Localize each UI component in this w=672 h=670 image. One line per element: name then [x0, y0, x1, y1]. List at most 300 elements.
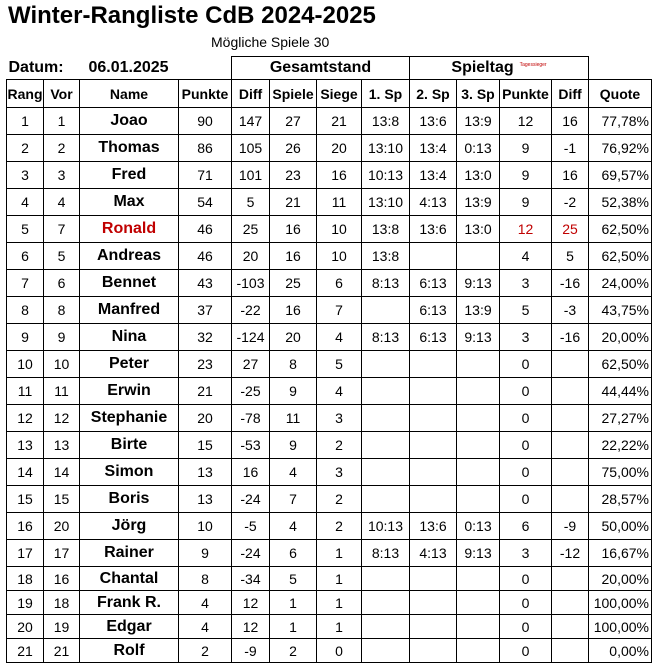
tagessieger-note: Tagessieger [519, 61, 547, 68]
cell-quote: 22,22% [589, 432, 652, 459]
cell-sp2: 13:6 [410, 108, 457, 135]
column-header-name: Name [80, 80, 179, 108]
cell-spiele: 23 [270, 162, 317, 189]
cell-sp3 [457, 459, 500, 486]
column-header-sp2: 2. Sp [410, 80, 457, 108]
cell-sp2 [410, 615, 457, 639]
cell-spiele: 8 [270, 351, 317, 378]
cell-tag-diff [552, 405, 589, 432]
cell-siege: 2 [317, 486, 362, 513]
cell-name: Bennet [80, 270, 179, 297]
cell-tag-diff: -16 [552, 270, 589, 297]
cell-sp3: 9:13 [457, 324, 500, 351]
cell-sp3 [457, 486, 500, 513]
cell-quote: 27,27% [589, 405, 652, 432]
cell-spiele: 2 [270, 639, 317, 663]
spieltag-label: Spieltag [451, 59, 514, 76]
cell-vor: 9 [44, 324, 80, 351]
cell-tag-punkte: 0 [500, 615, 552, 639]
cell-rang: 14 [7, 459, 44, 486]
cell-diff: -5 [232, 513, 270, 540]
cell-diff: 101 [232, 162, 270, 189]
cell-tag-punkte: 6 [500, 513, 552, 540]
cell-quote: 100,00% [589, 615, 652, 639]
cell-rang: 21 [7, 639, 44, 663]
table-row [7, 270, 652, 297]
cell-sp1 [362, 351, 410, 378]
cell-tag-punkte: 0 [500, 432, 552, 459]
cell-vor: 19 [44, 615, 80, 639]
ranking-body [7, 108, 652, 663]
cell-sp2 [410, 243, 457, 270]
cell-quote: 20,00% [589, 567, 652, 591]
table-row [7, 405, 652, 432]
cell-siege: 3 [317, 405, 362, 432]
cell-punkte: 10 [179, 513, 232, 540]
table-row [7, 324, 652, 351]
cell-tag-punkte: 0 [500, 351, 552, 378]
cell-vor: 17 [44, 540, 80, 567]
cell-quote: 62,50% [589, 351, 652, 378]
cell-name: Chantal [80, 567, 179, 591]
cell-tag-diff [552, 378, 589, 405]
cell-tag-diff [552, 639, 589, 663]
cell-sp2 [410, 639, 457, 663]
cell-vor: 10 [44, 351, 80, 378]
cell-rang: 6 [7, 243, 44, 270]
page-subtitle: Mögliche Spiele 30 [211, 34, 330, 50]
table-row [7, 189, 652, 216]
cell-rang: 17 [7, 540, 44, 567]
page-title: Winter-Rangliste CdB 2024-2025 [8, 2, 376, 29]
cell-vor: 16 [44, 567, 80, 591]
cell-rang: 9 [7, 324, 44, 351]
cell-rang: 10 [7, 351, 44, 378]
cell-diff: -103 [232, 270, 270, 297]
cell-diff: -25 [232, 378, 270, 405]
cell-name: Joao [80, 108, 179, 135]
cell-punkte: 23 [179, 351, 232, 378]
table-row [7, 162, 652, 189]
cell-spiele: 7 [270, 486, 317, 513]
cell-tag-diff [552, 486, 589, 513]
cell-sp3: 9:13 [457, 540, 500, 567]
cell-vor: 13 [44, 432, 80, 459]
cell-spiele: 26 [270, 135, 317, 162]
column-header-punkte: Punkte [179, 80, 232, 108]
cell-tag-diff: -2 [552, 189, 589, 216]
cell-siege: 1 [317, 591, 362, 615]
cell-rang: 18 [7, 567, 44, 591]
cell-punkte: 46 [179, 216, 232, 243]
cell-quote: 62,50% [589, 216, 652, 243]
cell-sp2: 4:13 [410, 189, 457, 216]
cell-tag-diff: -16 [552, 324, 589, 351]
cell-name: Ronald [80, 216, 179, 243]
cell-tag-diff: -1 [552, 135, 589, 162]
cell-diff: -9 [232, 639, 270, 663]
cell-tag-diff [552, 459, 589, 486]
table-row [7, 135, 652, 162]
cell-sp3: 13:0 [457, 216, 500, 243]
cell-name: Boris [80, 486, 179, 513]
cell-sp3 [457, 351, 500, 378]
cell-diff: 12 [232, 591, 270, 615]
cell-sp3: 13:0 [457, 162, 500, 189]
cell-name: Simon [80, 459, 179, 486]
cell-tag-punkte: 0 [500, 378, 552, 405]
cell-tag-punkte: 9 [500, 135, 552, 162]
cell-vor: 6 [44, 270, 80, 297]
column-header-quote: Quote [589, 80, 652, 108]
cell-sp1 [362, 639, 410, 663]
cell-diff: -78 [232, 405, 270, 432]
cell-name: Fred [80, 162, 179, 189]
cell-rang: 15 [7, 486, 44, 513]
cell-vor: 1 [44, 108, 80, 135]
ranking-table [6, 56, 652, 663]
cell-spiele: 9 [270, 432, 317, 459]
cell-name: Andreas [80, 243, 179, 270]
cell-spiele: 1 [270, 591, 317, 615]
cell-siege: 2 [317, 513, 362, 540]
cell-siege: 20 [317, 135, 362, 162]
cell-quote: 16,67% [589, 540, 652, 567]
column-header-tag-diff: Diff [552, 80, 589, 108]
cell-name: Jörg [80, 513, 179, 540]
cell-spiele: 21 [270, 189, 317, 216]
cell-punkte: 86 [179, 135, 232, 162]
cell-sp3: 13:9 [457, 297, 500, 324]
cell-siege: 1 [317, 540, 362, 567]
cell-rang: 20 [7, 615, 44, 639]
cell-tag-punkte: 3 [500, 324, 552, 351]
cell-punkte: 9 [179, 540, 232, 567]
cell-sp2: 6:13 [410, 270, 457, 297]
cell-sp2 [410, 405, 457, 432]
cell-punkte: 20 [179, 405, 232, 432]
cell-siege: 5 [317, 351, 362, 378]
cell-vor: 8 [44, 297, 80, 324]
cell-sp1: 13:10 [362, 189, 410, 216]
cell-sp2 [410, 459, 457, 486]
cell-siege: 3 [317, 459, 362, 486]
cell-name: Stephanie [80, 405, 179, 432]
cell-tag-punkte: 12 [500, 108, 552, 135]
cell-tag-diff: -12 [552, 540, 589, 567]
cell-tag-punkte: 12 [500, 216, 552, 243]
cell-name: Manfred [80, 297, 179, 324]
table-row [7, 108, 652, 135]
cell-sp1: 13:8 [362, 243, 410, 270]
cell-sp1 [362, 591, 410, 615]
cell-sp1: 10:13 [362, 513, 410, 540]
cell-sp1 [362, 432, 410, 459]
cell-siege: 16 [317, 162, 362, 189]
cell-sp1 [362, 567, 410, 591]
cell-name: Peter [80, 351, 179, 378]
cell-tag-diff: 16 [552, 108, 589, 135]
column-header-siege: Siege [317, 80, 362, 108]
cell-spiele: 25 [270, 270, 317, 297]
header-spacer [589, 57, 652, 80]
cell-sp1: 8:13 [362, 270, 410, 297]
cell-tag-punkte: 3 [500, 540, 552, 567]
cell-rang: 4 [7, 189, 44, 216]
cell-sp1 [362, 378, 410, 405]
cell-tag-diff: 25 [552, 216, 589, 243]
cell-spiele: 4 [270, 513, 317, 540]
cell-sp3 [457, 591, 500, 615]
cell-diff: 12 [232, 615, 270, 639]
cell-diff: -53 [232, 432, 270, 459]
cell-quote: 77,78% [589, 108, 652, 135]
cell-tag-diff [552, 591, 589, 615]
cell-punkte: 8 [179, 567, 232, 591]
cell-sp1: 10:13 [362, 162, 410, 189]
cell-sp3 [457, 432, 500, 459]
cell-vor: 11 [44, 378, 80, 405]
column-header-sp3: 3. Sp [457, 80, 500, 108]
table-row [7, 297, 652, 324]
cell-tag-punkte: 3 [500, 270, 552, 297]
datum-value: 06.01.2025 [88, 58, 169, 76]
cell-quote: 28,57% [589, 486, 652, 513]
cell-sp3: 13:9 [457, 108, 500, 135]
cell-punkte: 4 [179, 615, 232, 639]
cell-spiele: 11 [270, 405, 317, 432]
cell-rang: 3 [7, 162, 44, 189]
cell-punkte: 21 [179, 378, 232, 405]
cell-diff: -22 [232, 297, 270, 324]
cell-diff: 16 [232, 459, 270, 486]
cell-spiele: 4 [270, 459, 317, 486]
cell-sp2: 13:6 [410, 513, 457, 540]
cell-quote: 75,00% [589, 459, 652, 486]
cell-diff: -24 [232, 540, 270, 567]
cell-spiele: 16 [270, 243, 317, 270]
table-row [7, 432, 652, 459]
cell-vor: 18 [44, 591, 80, 615]
cell-vor: 15 [44, 486, 80, 513]
cell-rang: 1 [7, 108, 44, 135]
cell-quote: 69,57% [589, 162, 652, 189]
cell-tag-diff: -3 [552, 297, 589, 324]
cell-sp1: 13:10 [362, 135, 410, 162]
cell-siege: 4 [317, 378, 362, 405]
cell-punkte: 37 [179, 297, 232, 324]
cell-name: Max [80, 189, 179, 216]
cell-vor: 21 [44, 639, 80, 663]
table-row [7, 591, 652, 615]
table-row [7, 243, 652, 270]
cell-punkte: 90 [179, 108, 232, 135]
cell-quote: 100,00% [589, 591, 652, 615]
cell-diff: 25 [232, 216, 270, 243]
cell-diff: 20 [232, 243, 270, 270]
table-row [7, 615, 652, 639]
cell-rang: 2 [7, 135, 44, 162]
cell-punkte: 15 [179, 432, 232, 459]
cell-siege: 1 [317, 615, 362, 639]
cell-sp3: 0:13 [457, 135, 500, 162]
column-header-tag-punkte: Punkte [500, 80, 552, 108]
cell-tag-punkte: 9 [500, 162, 552, 189]
cell-diff: 147 [232, 108, 270, 135]
cell-diff: 27 [232, 351, 270, 378]
cell-tag-diff [552, 432, 589, 459]
cell-tag-diff: 5 [552, 243, 589, 270]
cell-siege: 6 [317, 270, 362, 297]
cell-name: Frank R. [80, 591, 179, 615]
cell-sp2 [410, 591, 457, 615]
cell-quote: 52,38% [589, 189, 652, 216]
cell-sp3: 13:9 [457, 189, 500, 216]
cell-rang: 19 [7, 591, 44, 615]
cell-sp3 [457, 615, 500, 639]
cell-tag-punkte: 0 [500, 639, 552, 663]
column-header-sp1: 1. Sp [362, 80, 410, 108]
cell-rang: 8 [7, 297, 44, 324]
cell-tag-punkte: 5 [500, 297, 552, 324]
cell-sp1 [362, 486, 410, 513]
cell-punkte: 4 [179, 591, 232, 615]
cell-spiele: 1 [270, 615, 317, 639]
column-header-spiele: Spiele [270, 80, 317, 108]
cell-sp1: 13:8 [362, 216, 410, 243]
cell-punkte: 46 [179, 243, 232, 270]
cell-sp3 [457, 243, 500, 270]
cell-tag-punkte: 0 [500, 486, 552, 513]
cell-spiele: 20 [270, 324, 317, 351]
cell-quote: 62,50% [589, 243, 652, 270]
cell-vor: 14 [44, 459, 80, 486]
cell-sp2: 4:13 [410, 540, 457, 567]
cell-vor: 12 [44, 405, 80, 432]
table-row [7, 486, 652, 513]
cell-quote: 43,75% [589, 297, 652, 324]
cell-spiele: 16 [270, 216, 317, 243]
cell-tag-punkte: 0 [500, 405, 552, 432]
cell-sp2 [410, 378, 457, 405]
cell-diff: 105 [232, 135, 270, 162]
table-row [7, 351, 652, 378]
cell-vor: 3 [44, 162, 80, 189]
cell-vor: 5 [44, 243, 80, 270]
cell-quote: 0,00% [589, 639, 652, 663]
cell-spiele: 16 [270, 297, 317, 324]
cell-sp1: 13:8 [362, 108, 410, 135]
cell-siege: 21 [317, 108, 362, 135]
cell-tag-diff [552, 351, 589, 378]
table-row [7, 378, 652, 405]
cell-diff: -24 [232, 486, 270, 513]
cell-rang: 12 [7, 405, 44, 432]
column-header-diff: Diff [232, 80, 270, 108]
cell-tag-punkte: 0 [500, 591, 552, 615]
cell-punkte: 54 [179, 189, 232, 216]
cell-name: Erwin [80, 378, 179, 405]
cell-sp1 [362, 459, 410, 486]
cell-sp2 [410, 486, 457, 513]
cell-tag-punkte: 9 [500, 189, 552, 216]
cell-rang: 13 [7, 432, 44, 459]
cell-siege: 0 [317, 639, 362, 663]
cell-sp3: 9:13 [457, 270, 500, 297]
cell-sp1: 8:13 [362, 540, 410, 567]
table-row [7, 513, 652, 540]
cell-diff: -124 [232, 324, 270, 351]
cell-siege: 10 [317, 216, 362, 243]
cell-sp2 [410, 432, 457, 459]
cell-punkte: 71 [179, 162, 232, 189]
cell-siege: 11 [317, 189, 362, 216]
cell-rang: 7 [7, 270, 44, 297]
cell-punkte: 2 [179, 639, 232, 663]
datum-label: Datum: [8, 58, 64, 76]
cell-sp3 [457, 567, 500, 591]
cell-tag-diff [552, 567, 589, 591]
cell-sp2: 13:4 [410, 162, 457, 189]
column-header-row [7, 80, 652, 108]
cell-quote: 50,00% [589, 513, 652, 540]
cell-tag-diff: 16 [552, 162, 589, 189]
cell-punkte: 13 [179, 486, 232, 513]
cell-punkte: 43 [179, 270, 232, 297]
cell-name: Edgar [80, 615, 179, 639]
table-row [7, 540, 652, 567]
cell-tag-punkte: 0 [500, 567, 552, 591]
column-header-rang: Rang [7, 80, 44, 108]
cell-spiele: 6 [270, 540, 317, 567]
cell-quote: 24,00% [589, 270, 652, 297]
cell-spiele: 9 [270, 378, 317, 405]
cell-siege: 10 [317, 243, 362, 270]
cell-sp2 [410, 567, 457, 591]
cell-siege: 4 [317, 324, 362, 351]
cell-rang: 11 [7, 378, 44, 405]
group-header-spieltag [410, 57, 589, 80]
cell-siege: 2 [317, 432, 362, 459]
cell-sp3 [457, 405, 500, 432]
cell-tag-punkte: 0 [500, 459, 552, 486]
cell-spiele: 5 [270, 567, 317, 591]
cell-sp2: 6:13 [410, 297, 457, 324]
cell-name: Birte [80, 432, 179, 459]
cell-rang: 16 [7, 513, 44, 540]
cell-sp1: 8:13 [362, 324, 410, 351]
cell-punkte: 13 [179, 459, 232, 486]
cell-name: Thomas [80, 135, 179, 162]
cell-quote: 76,92% [589, 135, 652, 162]
cell-sp2: 6:13 [410, 324, 457, 351]
cell-spiele: 27 [270, 108, 317, 135]
cell-sp2: 13:6 [410, 216, 457, 243]
cell-name: Rainer [80, 540, 179, 567]
group-header-gesamtstand: Gesamtstand [232, 57, 410, 80]
cell-sp1 [362, 615, 410, 639]
cell-tag-diff: -9 [552, 513, 589, 540]
cell-vor: 2 [44, 135, 80, 162]
column-header-vor: Vor [44, 80, 80, 108]
cell-sp2: 13:4 [410, 135, 457, 162]
cell-sp1 [362, 405, 410, 432]
cell-vor: 20 [44, 513, 80, 540]
table-row [7, 459, 652, 486]
cell-sp1 [362, 297, 410, 324]
cell-quote: 44,44% [589, 378, 652, 405]
cell-name: Nina [80, 324, 179, 351]
